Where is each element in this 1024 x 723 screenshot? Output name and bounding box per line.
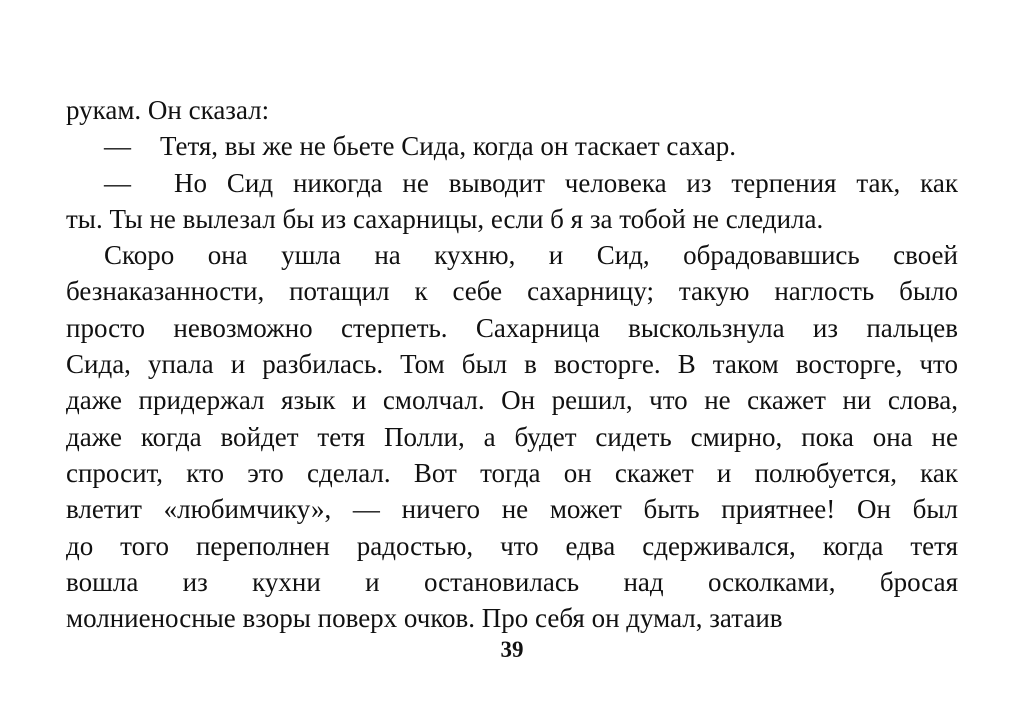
dialogue-text: Но Сид никогда не выводит человека из терпения так, как (174, 167, 958, 198)
text-line: спросит, кто это сделал. Вот тогда он скажет и полюбуется, как (66, 457, 958, 488)
text-line: рукам. Он сказал: (66, 95, 270, 125)
em-dash: — (104, 167, 131, 198)
text-line: Сида, упала и разбилась. Том был в восторге. В таком восторге, что (66, 349, 958, 380)
text-line: влетит «любимчику», — ничего не может быть приятнее! Он был (66, 494, 958, 525)
text-line: вошла из кухни и остановилась над осколками, бросая (66, 566, 958, 597)
page-number: 39 (500, 637, 524, 662)
text-line: безнаказанности, потащил к себе сахарницу; такую наглость было (66, 276, 958, 307)
text-line: до того переполнен радостью, что едва сдерживался, когда тетя (66, 530, 958, 561)
book-page-text (66, 92, 958, 636)
paragraph-first-line: Скоро она ушла на кухню, и Сид, обрадовавшись своей (104, 240, 958, 271)
em-dash: — (104, 131, 131, 162)
text-line: даже придержал язык и смолчал. Он решил, что не скажет ни слова, (66, 385, 958, 416)
text-line: даже когда войдет тетя Полли, а будет сидеть смирно, пока она не (66, 421, 958, 452)
dialogue-text: Тетя, вы же не бьете Сида, когда он таскает сахар. (160, 131, 737, 162)
text-line: ты. Ты не вылезал бы из сахарницы, если б я за тобой не следила. (66, 203, 824, 234)
text-line: просто невозможно стерпеть. Сахарница выскользнула из пальцев (66, 312, 958, 343)
text-line: молниеносные взоры поверх очков. Про себя он думал, затаив (66, 603, 783, 634)
dialogue-line (66, 128, 958, 164)
dialogue-line (66, 165, 958, 201)
